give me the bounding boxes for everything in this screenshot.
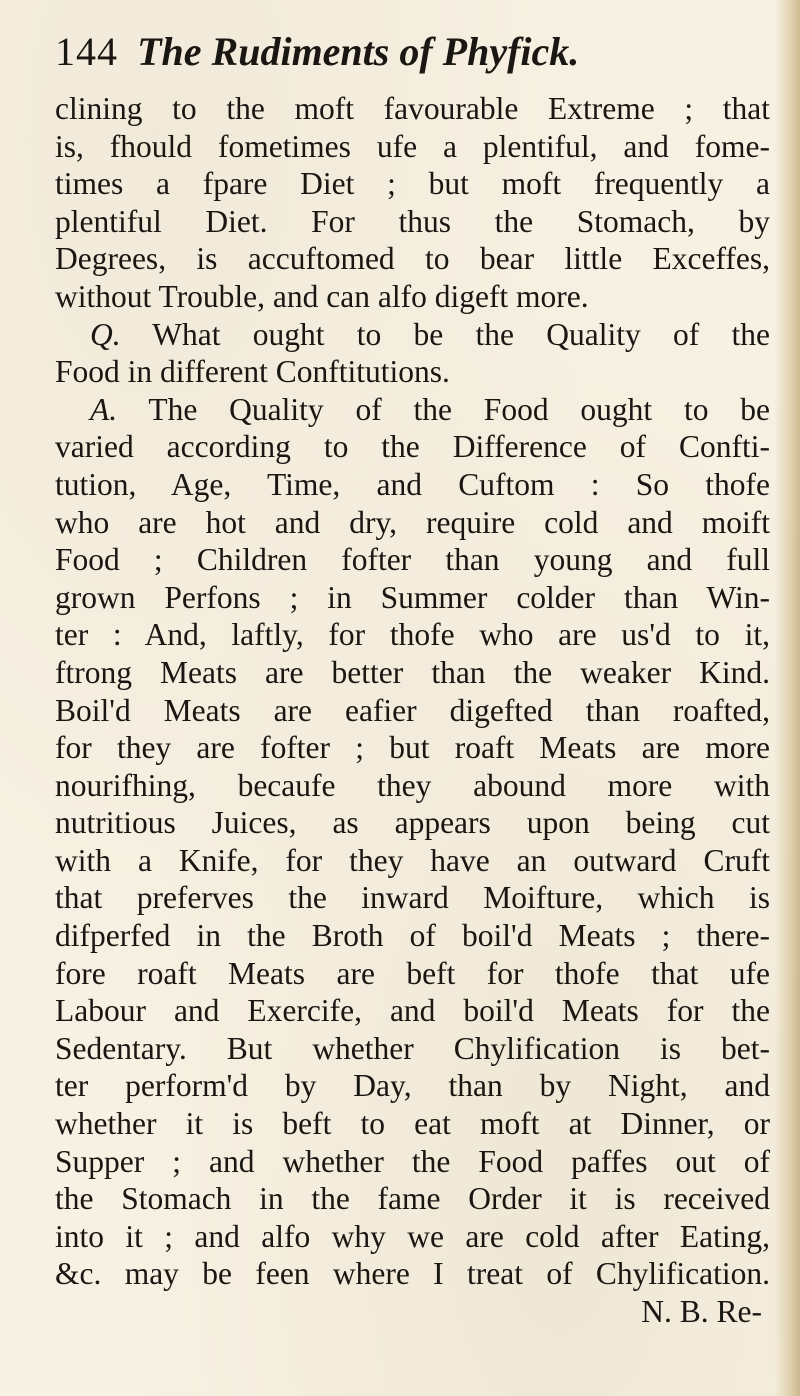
text-line [55,203,770,241]
text-line [55,842,770,880]
line-text: Boil'd Meats are eafier digefted than roafted, [55,692,770,728]
text-line [55,1030,770,1068]
line-text: into it ; and alfo why we are cold after Eating, [55,1218,770,1254]
page-number: 144 [55,29,118,74]
line-text: Supper ; and whether the Food paffes out of [55,1143,770,1179]
line-text: grown Perfons ; in Summer colder than Win- [55,579,770,615]
line-text: who are hot and dry, require cold and moift [55,504,770,540]
body-text [55,90,770,1331]
line-text: is, fhould fometimes ufe a plentiful, and fome- [55,128,770,164]
line-text: clining to the moft favourable Extreme ; that [55,91,770,126]
speaker-label: A. [90,391,118,427]
running-title: The Rudiments of Phyfick. [137,29,580,74]
text-line [55,1255,770,1293]
text-line [55,804,770,842]
line-text: plentiful Diet. For thus the Stomach, by [55,203,770,239]
line-text: Degrees, is accuftomed to bear little Exceffes, [55,241,770,277]
line-text: whether it is beft to eat moft at Dinner, or [55,1106,770,1142]
page-edge-shadow [774,0,800,1396]
page-header [55,28,755,84]
text-line [55,165,770,203]
text-line [55,917,770,955]
text-line [55,1105,770,1143]
line-text: nutritious Juices, as appears upon being cut [55,805,770,841]
text-line [55,541,770,579]
line-text: ftrong Meats are better than the weaker Kind. [55,654,770,690]
text-line [55,1143,770,1181]
text-line [55,353,770,391]
text-line [55,428,770,466]
speaker-label: Q. [90,316,121,352]
text-line [55,391,770,429]
line-text: that preferves the inward Moifture, which is [55,880,770,916]
line-text: Labour and Exercife, and boil'd Meats for the [55,993,770,1029]
line-text: tution, Age, Time, and Cuftom : So thofe [55,466,770,502]
line-text: The Quality of the Food ought to be [117,391,770,427]
text-line [55,1067,770,1105]
text-line [55,955,770,993]
line-text: ter : And, laftly, for thofe who are us'd to it, [55,617,770,653]
line-text: varied according to the Difference of Confti- [55,429,770,465]
line-text: times a fpare Diet ; but moft frequently a [55,166,770,202]
line-text: &c. may be feen where I treat of Chylification. [55,1256,770,1292]
text-line [55,90,770,128]
line-text: without Trouble, and can alfo digeft more. [55,278,589,314]
text-line [55,466,770,504]
line-text: Food ; Children fofter than young and full [55,542,770,578]
line-text: Sedentary. But whether Chylification is bet- [55,1030,770,1066]
text-line [55,879,770,917]
line-text: difperfed in the Broth of boil'd Meats ; there- [55,918,770,954]
text-line [55,729,770,767]
text-line [55,1180,770,1218]
text-line [55,1293,770,1331]
line-text: nourifhing, becaufe they abound more with [55,767,770,803]
text-line [55,616,770,654]
text-line [55,278,770,316]
text-line [55,128,770,166]
line-text: with a Knife, for they have an outward Cruft [55,842,770,878]
line-text: for they are fofter ; but roaft Meats are more [55,730,770,766]
text-line [55,240,770,278]
line-text: ter perform'd by Day, than by Night, and [55,1068,770,1104]
line-text: What ought to be the Quality of the [120,316,770,352]
text-line [55,992,770,1030]
line-text: Food in different Conftitutions. [55,354,450,390]
text-line [55,1218,770,1256]
line-text: fore roaft Meats are beft for thofe that ufe [55,955,770,991]
line-text: the Stomach in the fame Order it is received [55,1181,770,1217]
text-line [55,316,770,354]
text-line [55,767,770,805]
line-text: N. B. Re- [641,1294,762,1329]
text-line [55,504,770,542]
text-line [55,692,770,730]
text-line [55,579,770,617]
text-line [55,654,770,692]
